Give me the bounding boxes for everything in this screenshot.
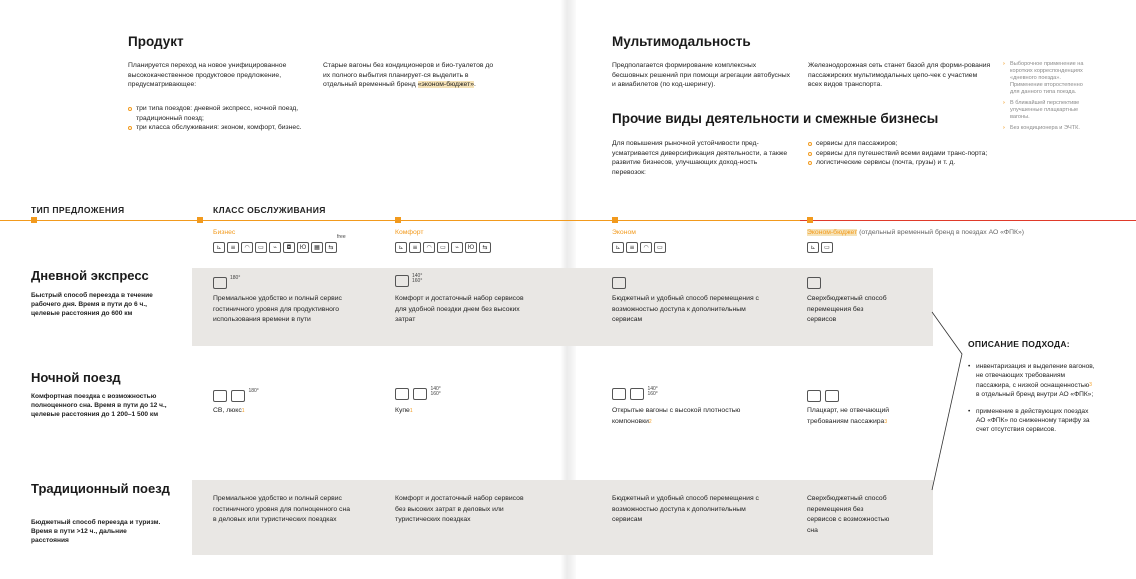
row-title-night-train: Ночной поезд bbox=[31, 370, 121, 385]
cell-economy: Бюджетный и удобный способ перемещения с возможностью доступа к дополнительным сервисам bbox=[612, 495, 759, 523]
row-title-day-express: Дневной экспресс bbox=[31, 268, 149, 283]
food-icon: ≡ bbox=[409, 242, 421, 253]
seat-icon: ⊾ bbox=[612, 242, 624, 253]
timeline-marker bbox=[612, 217, 618, 223]
class-comfort-label: Комфорт bbox=[395, 229, 424, 236]
side-note: › Без кондиционера и ЭЧТК. bbox=[1003, 125, 1085, 132]
seat-icon bbox=[630, 388, 644, 400]
socket-icon: ⌁ bbox=[451, 242, 463, 253]
cell-budget: Плацкарт, не отвечающий требованиям пассажира$^3$ bbox=[807, 407, 890, 425]
seat-recline-icon: 180° bbox=[213, 276, 240, 294]
row-desc-day-express: Быстрый способ переезда в течение рабочего дня. Время в пути до 6 ч., целевые расстояния до 600 км bbox=[31, 292, 153, 317]
class-budget-label: Эконом-бюджет (отдельный временный бренд в поездах АО «ФПК») bbox=[807, 229, 1024, 236]
seat-icon: ⊾ bbox=[213, 242, 225, 253]
other-business-title: Прочие виды деятельности и смежные бизнесы bbox=[612, 111, 939, 126]
timeline-line-red bbox=[800, 220, 1136, 221]
berth-icons bbox=[807, 389, 839, 407]
timeline-marker bbox=[807, 217, 813, 223]
cell-comfort: Купе$^1$ bbox=[395, 407, 413, 414]
other-business-bullets bbox=[808, 139, 993, 168]
seat-icon: ⊾ bbox=[807, 242, 819, 253]
list-item: • применение в действующих поездах АО «ФПК» по сниженному тарифу за счет отсутствия сервисов. bbox=[968, 407, 1096, 435]
class-business-label: Бизнес bbox=[213, 229, 236, 236]
list-item: • инвентаризация и выделение вагонов, не отвечающих требованиям пассажира, с низкой оснащенностью$^3$ в отдельный бренд внутри АО «ФПК»; bbox=[968, 362, 1096, 400]
business-amenities bbox=[213, 242, 337, 253]
row-title-traditional: Традиционный поезд bbox=[31, 481, 170, 496]
screen-icon: ▭ bbox=[437, 242, 449, 253]
seat-icon: ⊾ bbox=[395, 242, 407, 253]
seat-icon bbox=[413, 388, 427, 400]
list-item: три класса обслуживания: эконом, комфорт, бизнес. bbox=[128, 123, 313, 133]
hygiene-icon: Ю bbox=[297, 242, 309, 253]
multimodal-text-1: Предполагается формирование комплексных бесшовных решений при помощи агрегации автобусных и авиабилетов (по код-шерингу). bbox=[612, 62, 790, 89]
transfer-icon: ⇆ bbox=[479, 242, 491, 253]
transfer-icon: ⇆ bbox=[325, 242, 337, 253]
timeline-marker bbox=[395, 217, 401, 223]
product-old-wagons-text: Старые вагоны без кондиционеров и био-туалетов до их полного выбытия планирует-ся выделить в отдельный временный бренд «эконом-бюджет». bbox=[323, 62, 494, 89]
cell-business: Премиальное удобство и полный сервис гостиничного уровня для полноценного сна в деловых или туристических поездках bbox=[213, 495, 350, 523]
economy-amenities bbox=[612, 242, 666, 253]
wifi-icon: ◠ bbox=[423, 242, 435, 253]
bed-icon bbox=[213, 390, 227, 402]
side-notes bbox=[1003, 61, 1085, 136]
screen-icon: ▭ bbox=[821, 242, 833, 253]
seat-recline-icon: 140° 160° bbox=[395, 274, 422, 292]
budget-amenities bbox=[807, 242, 833, 253]
multimodal-title: Мультимодальность bbox=[612, 34, 751, 49]
multimodal-text-2: Железнодорожная сеть станет базой для форми-рования пассажирских мультимодальных цепо-чек с участием всех видов транспорта. bbox=[808, 62, 991, 89]
socket-icon: ⌁ bbox=[269, 242, 281, 253]
wifi-icon: ◠ bbox=[640, 242, 652, 253]
row-desc-traditional: Бюджетный способ переезда и туризм. Время в пути >12 ч., дальние расстояния bbox=[31, 519, 161, 544]
seat-icon bbox=[825, 390, 839, 402]
brand-highlight: «эконом-бюджет» bbox=[417, 81, 474, 89]
product-bullets bbox=[128, 104, 313, 133]
seat-icon bbox=[612, 276, 626, 294]
list-item: логистические сервисы (почта, грузы) и т. д. bbox=[808, 158, 993, 168]
list-item: сервисы для пассажиров; bbox=[808, 139, 993, 149]
approach-title: ОПИСАНИЕ ПОДХОДА: bbox=[968, 339, 1070, 349]
side-note: › Выборочное применение на коротких корреспонденциях «дневного поезда». Применение второстепенно для данного типа поезда. bbox=[1003, 61, 1085, 96]
bed-icon bbox=[395, 388, 409, 400]
cell-economy: Открытые вагоны с высокой плотностью компоновки$^2$ bbox=[612, 407, 741, 425]
hygiene-icon: Ю bbox=[465, 242, 477, 253]
free-label: free bbox=[337, 234, 346, 240]
list-item: три типа поездов: дневной экспресс, ночной поезд, традиционный поезд; bbox=[128, 104, 313, 123]
other-business-text: Для повышения рыночной устойчивости пред-усматривается диверсификация деятельности, а также развитие бизнесов, улучшающих доход-ность перевозок: bbox=[612, 140, 788, 176]
wifi-icon: ◠ bbox=[241, 242, 253, 253]
row-desc-night-train: Комфортная поездка с возможностью полноценного сна. Время в пути до 12 ч., целевые расстояния до 1 200–1 500 км bbox=[31, 393, 167, 418]
bracket-line bbox=[932, 312, 962, 490]
service-class-header: КЛАСС ОБСЛУЖИВАНИЯ bbox=[213, 205, 326, 215]
product-title: Продукт bbox=[128, 34, 184, 49]
timeline-marker bbox=[197, 217, 203, 223]
cell-business: СВ, люкс$^1$ bbox=[213, 407, 245, 414]
cell-budget: Сверхбюджетный способ перемещения без сервисов bbox=[807, 295, 887, 323]
cell-budget: Сверхбюджетный способ перемещения без сервисов с возможностью сна bbox=[807, 495, 890, 534]
screen-icon: ▭ bbox=[255, 242, 267, 253]
free-wifi-icon: ▦ bbox=[311, 242, 323, 253]
food-icon: ≡ bbox=[227, 242, 239, 253]
bracket-connector bbox=[930, 310, 966, 500]
screen-icon: ▭ bbox=[654, 242, 666, 253]
side-note: › В ближайшей перспективе улучшенные плацкартные вагоны. bbox=[1003, 100, 1085, 121]
berth-icons: 140° 160° bbox=[612, 387, 658, 405]
comfort-amenities bbox=[395, 242, 491, 253]
seat-icon bbox=[807, 276, 821, 294]
berth-icons: 180° bbox=[213, 389, 259, 407]
toilet-icon: ◘ bbox=[283, 242, 295, 253]
cell-economy: Бюджетный и удобный способ перемещения с возможностью доступа к дополнительным сервисам bbox=[612, 295, 759, 323]
seat-icon bbox=[231, 390, 245, 402]
food-icon: ≡ bbox=[626, 242, 638, 253]
bed-icon bbox=[612, 388, 626, 400]
approach-list bbox=[968, 362, 1096, 442]
list-item: сервисы для путешествий всеми видами транс-порта; bbox=[808, 149, 993, 159]
bed-icon bbox=[807, 390, 821, 402]
cell-business: Премиальное удобство и полный сервис гостиничного уровня для продуктивного использования времени в пути bbox=[213, 295, 342, 323]
cell-comfort: Комфорт и достаточный набор сервисов без высоких затрат в деловых или туристических поездках bbox=[395, 495, 524, 523]
berth-icons: 140° 160° bbox=[395, 387, 441, 405]
offer-type-header: ТИП ПРЕДЛОЖЕНИЯ bbox=[31, 205, 125, 215]
class-economy-label: Эконом bbox=[612, 229, 636, 236]
cell-comfort: Комфорт и достаточный набор сервисов для удобной поездки днем без высоких затрат bbox=[395, 295, 524, 323]
product-intro: Планируется переход на новое унифицированное высококачественное продуктовое предложение, предусматривающее: bbox=[128, 62, 287, 89]
timeline-marker bbox=[31, 217, 37, 223]
